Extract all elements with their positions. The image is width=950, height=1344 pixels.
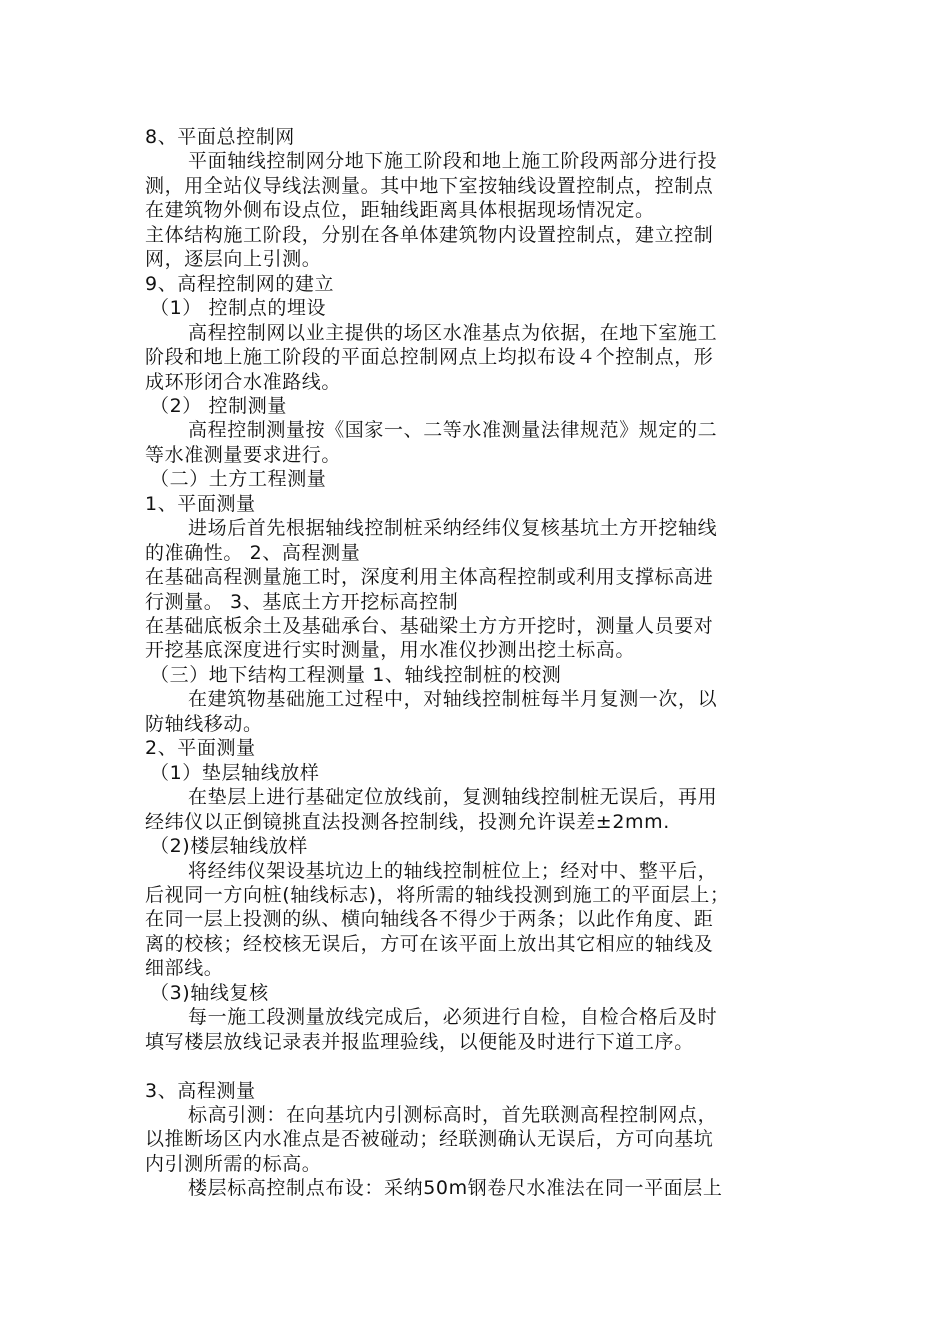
subsection-heading: （1） 控制点的埋设 [150, 297, 327, 320]
paragraph-line: 在建筑物基础施工过程中，对轴线控制桩每半月复测一次，以 [188, 688, 718, 711]
paragraph-line: 楼层标高控制点布设：采纳50m钢卷尺水准法在同一平面层上 [188, 1177, 723, 1200]
paragraph-line: 以推断场区内水准点是否被碰动；经联测确认无误后，方可向基坑 [145, 1128, 714, 1151]
paragraph-line: 在基础高程测量施工时，深度利用主体高程控制或利用支撑标高进 [145, 566, 714, 589]
paragraph-line: 进场后首先根据轴线控制桩采纳经纬仪复核基坑土方开挖轴线 [188, 517, 718, 540]
section-heading: 9、高程控制网的建立 [145, 272, 335, 295]
subsection-heading: （1）垫层轴线放样 [150, 761, 320, 784]
paragraph-line: 测，用全站仪导线法测量。其中地下室按轴线设置控制点，控制点 [145, 174, 714, 197]
section-heading: 3、高程测量 [145, 1079, 256, 1102]
paragraph-line: 在同一层上投测的纵、横向轴线各不得少于两条；以此作角度、距 [145, 908, 714, 931]
paragraph-line: 的准确性。 2、高程测量 [145, 541, 361, 564]
paragraph-line: 在垫层上进行基础定位放线前，复测轴线控制桩无误后，再用 [188, 786, 718, 809]
paragraph-line: 填写楼层放线记录表并报监理验线，以便能及时进行下道工序。 [145, 1030, 694, 1053]
subsection-heading: （2） 控制测量 [150, 394, 287, 417]
paragraph-line: 经纬仪以正倒镜挑直法投测各控制线，投测允许误差±2mm. [145, 810, 670, 833]
paragraph-line: 主体结构施工阶段，分别在各单体建筑物内设置控制点，建立控制 [145, 223, 714, 246]
paragraph-line: 离的校核；经校核无误后，方可在该平面上放出其它相应的轴线及 [145, 932, 714, 955]
section-heading: 1、平面测量 [145, 492, 256, 515]
paragraph-line: 高程控制测量按《国家一、二等水准测量法律规范》规定的二 [188, 419, 718, 442]
paragraph-line: 在基础底板余土及基础承台、基础梁土方方开挖时，测量人员要对 [145, 615, 714, 637]
subsection-heading: （2)楼层轴线放样 [150, 835, 308, 857]
paragraph-line: 将经纬仪架设基坑边上的轴线控制桩位上；经对中、整平后， [188, 859, 718, 882]
paragraph-line: 平面轴线控制网分地下施工阶段和地上施工阶段两部分进行投 [188, 150, 718, 173]
paragraph-line: 网，逐层向上引测。 [145, 248, 322, 271]
paragraph-line: 高程控制网以业主提供的场区水准基点为依据，在地下室施工 [188, 321, 718, 344]
paragraph-line: 等水准测量要求进行。 [145, 443, 342, 466]
paragraph-line [145, 1053, 815, 1079]
subsection-heading: （二）土方工程测量 [150, 468, 327, 491]
paragraph-line: 标高引测：在向基坑内引测标高时，首先联测高程控制网点， [188, 1104, 718, 1126]
paragraph-line: 在建筑物外侧布设点位，距轴线距离具体根据现场情况定。 [145, 199, 655, 222]
paragraph-line: 每一施工段测量放线完成后，必须进行自检，自检合格后及时 [188, 1006, 718, 1029]
paragraph-line: 阶段和地上施工阶段的平面总控制网点上均拟布设４个控制点，形 [145, 346, 714, 368]
paragraph-line: 成环形闭合水准路线。 [145, 370, 342, 393]
paragraph-line: 防轴线移动。 [145, 712, 263, 735]
section-heading: 8、平面总控制网 [145, 126, 295, 148]
subsection-heading: （三）地下结构工程测量 1、轴线控制桩的校测 [150, 663, 562, 686]
paragraph-line: 开挖基底深度进行实时测量，用水准仪抄测出挖土标高。 [145, 639, 636, 662]
paragraph-line: 后视同一方向桩(轴线标志)，将所需的轴线投测到施工的平面层上； [145, 883, 730, 906]
subsection-heading: （3)轴线复核 [150, 981, 269, 1004]
paragraph-line: 细部线。 [145, 957, 224, 980]
section-heading: 2、平面测量 [145, 737, 256, 760]
paragraph-line: 内引测所需的标高。 [145, 1152, 322, 1175]
paragraph-line: 行测量。 3、基底土方开挖标高控制 [145, 590, 459, 613]
